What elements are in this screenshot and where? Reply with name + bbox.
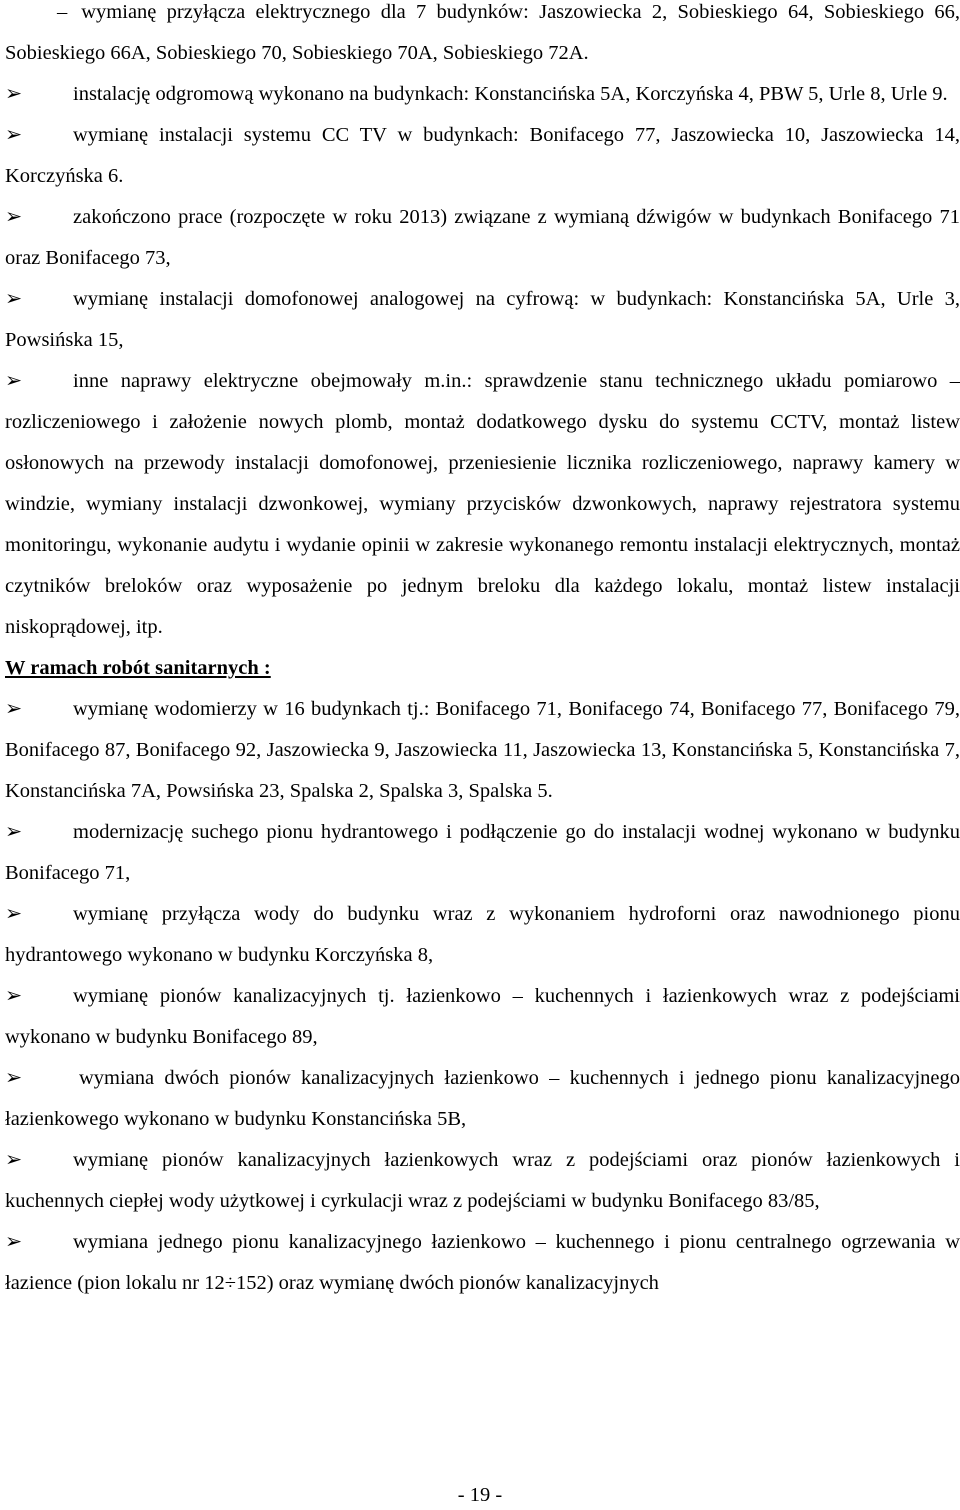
list-item [5,976,960,1058]
list-item-text: wymianę instalacji systemu CC TV w budynkach: Bonifacego 77, Jaszowiecka 10, Jaszowiecka 14, Korczyńska 6. [5,124,960,187]
list-item [5,894,960,976]
arrow-bullet-icon: ➢ [5,1231,23,1253]
arrow-bullet-icon: ➢ [5,288,23,310]
list-item-text: wymianę pionów kanalizacyjnych tj. łazienkowo – kuchennych i łazienkowych wraz z podejściami wykonano w budynku Bonifacego 89, [5,985,960,1048]
list-item [5,812,960,894]
page-number: - 19 - [457,1484,503,1506]
arrow-bullet-icon: ➢ [5,83,23,105]
arrow-bullet-icon: ➢ [5,1067,23,1089]
list-item [5,361,960,648]
list-item-text: wymiana dwóch pionów kanalizacyjnych łazienkowo – kuchennych i jednego pionu kanalizacyjnego łazienkowego wykonano w budynku Konstancińska 5B, [5,1067,960,1130]
list-item [5,279,960,361]
list-item-text: wymianę przyłącza wody do budynku wraz z wykonaniem hydroforni oraz nawodnionego pionu hydrantowego wykonano w budynku Korczyńska 8, [5,903,960,966]
arrow-bullet-icon: ➢ [5,370,23,392]
arrow-bullet-icon: ➢ [5,903,23,925]
list-item [5,1222,960,1304]
dash-marker: – [57,1,68,23]
arrow-bullet-icon: ➢ [5,698,23,720]
list-item-text: wymianę pionów kanalizacyjnych łazienkowych wraz z podejściami oraz pionów łazienkowych i kuchennych ciepłej wody użytkowej i cyrkulacji wraz z podejściami w budynku Bonifacego 83/85, [5,1149,960,1212]
document-page [5,0,960,1304]
list-item-text: zakończono prace (rozpoczęte w roku 2013) związane z wymianą dźwigów w budynkach Bonifacego 71 oraz Bonifacego 73, [5,206,960,269]
list-item-text: wymianę instalacji domofonowej analogowej na cyfrową: w budynkach: Konstancińska 5A, Urle 3, Powsińska 15, [5,288,960,351]
arrow-bullet-icon: ➢ [5,1149,23,1171]
list-item [5,115,960,197]
list-item [5,1058,960,1140]
list-item [5,74,960,115]
arrow-bullet-icon: ➢ [5,124,23,146]
arrow-bullet-icon: ➢ [5,985,23,1007]
list-item-text: modernizację suchego pionu hydrantowego i podłączenie go do instalacji wodnej wykonano w budynku Bonifacego 71, [5,821,960,884]
list-item-text: instalację odgromową wykonano na budynkach: Konstancińska 5A, Korczyńska 4, PBW 5, Urle 8, Urle 9. [73,83,948,105]
list-item [5,1140,960,1222]
list-item-text: wymianę wodomierzy w 16 budynkach tj.: Bonifacego 71, Bonifacego 74, Bonifacego 77, Bonifacego 79, Bonifacego 87, Bonifacego 92, Jaszowiecka 9, Jaszowiecka 11, Jaszowiecka 13, Konstancińska 5, Konstancińska 7, Konstancińska 7A, Powsińska 23, Spalska 2, Spalska 3, Spalska 5. [5,698,960,802]
list-item [5,197,960,279]
list-item [5,689,960,812]
list-item-text: inne naprawy elektryczne obejmowały m.in.: sprawdzenie stanu technicznego układu pomiarowo – rozliczeniowego i założenie nowych plomb, montaż dodatkowego dysku do systemu CCTV, montaż listew osłonowych na przewody instalacji domofonowej, przeniesienie licznika rozliczeniowego, naprawy kamery w windzie, wymiany instalacji dzwonkowej, wymiany przycisków dzwonkowych, naprawy rejestratora systemu monitoringu, wykonanie audytu i wydanie opinii w zakresie wykonanego remontu instalacji elektrycznych, montaż czytników breloków oraz wyposażenie po jednym breloku dla każdego lokalu, montaż listew instalacji niskoprądowej, itp. [5,370,960,638]
section-heading: W ramach robót sanitarnych : [5,657,271,679]
arrow-bullet-icon: ➢ [5,821,23,843]
list-item-text: wymianę przyłącza elektrycznego dla 7 budynków: Jaszowiecka 2, Sobieskiego 64, Sobieskiego 66, Sobieskiego 66A, Sobieskiego 70, Sobieskiego 70A, Sobieskiego 72A. [5,1,960,64]
list-item [5,0,960,74]
list-item-text: wymiana jednego pionu kanalizacyjnego łazienkowo – kuchennego i pionu centralnego ogrzewania w łazience (pion lokalu nr 12÷152) oraz wymianę dwóch pionów kanalizacyjnych [5,1231,960,1294]
arrow-bullet-icon: ➢ [5,206,23,228]
